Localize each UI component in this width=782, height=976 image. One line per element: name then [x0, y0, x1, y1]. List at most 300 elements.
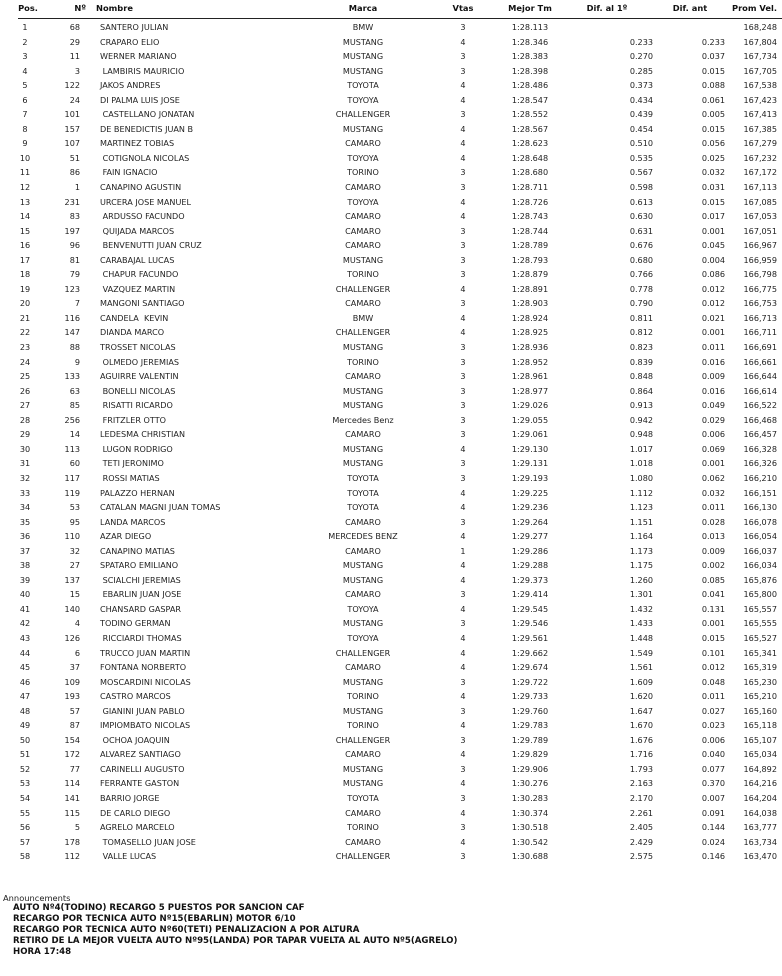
header-avg-speed: Prom Vel. [732, 3, 777, 13]
row-laps: 4 [460, 807, 466, 818]
row-best-time: 1:28.793 [511, 254, 549, 265]
row-brand: BMW [352, 22, 374, 32]
row-number: 122 [64, 80, 80, 91]
row-laps: 3 [460, 109, 466, 120]
row-pos: 45 [19, 662, 31, 673]
row-pos: 18 [19, 269, 31, 280]
row-number: 133 [64, 371, 80, 382]
row-gap-to-first: 1.676 [629, 734, 653, 745]
row-avg-speed: 167,538 [743, 80, 777, 91]
row-brand: CAMARO [345, 371, 381, 382]
row-gap-to-previous: 0.233 [701, 36, 725, 47]
announcement-item: RECARGO POR TECNICA AUTO Nº60(TETI) PENALIZACION A POR ALTURA [13, 925, 360, 935]
row-laps: 4 [460, 691, 466, 702]
row-number: 5 [74, 822, 80, 833]
row-avg-speed: 165,341 [743, 647, 777, 658]
row-pos: 7 [22, 109, 28, 120]
row-gap-to-previous: 0.021 [701, 312, 725, 323]
row-driver-name: BARRIO JORGE [100, 792, 160, 803]
table-row [0, 486, 782, 501]
table-row [0, 500, 782, 515]
row-pos: 44 [19, 647, 31, 658]
row-number: 109 [64, 676, 80, 687]
table-row [0, 544, 782, 559]
row-laps: 3 [460, 182, 466, 193]
header-best-time: Mejor Tm [508, 3, 552, 13]
row-gap-to-previous: 0.056 [701, 138, 725, 149]
row-avg-speed: 166,326 [743, 458, 777, 469]
row-gap-to-previous: 0.011 [701, 502, 725, 513]
row-avg-speed: 165,800 [743, 589, 777, 600]
row-best-time: 1:30.283 [511, 792, 549, 803]
row-pos: 12 [19, 182, 31, 193]
row-gap-to-previous: 0.015 [701, 632, 725, 643]
table-row [0, 602, 782, 617]
row-avg-speed: 165,230 [743, 676, 777, 687]
row-brand: CAMARO [345, 225, 381, 236]
table-row [0, 267, 782, 282]
row-pos: 14 [19, 211, 31, 222]
row-brand: TORINO [347, 269, 379, 280]
announcement-item: AUTO Nº4(TODINO) RECARGO 5 PUESTOS POR SANCION CAF [13, 903, 305, 913]
row-pos: 22 [19, 327, 31, 338]
row-pos: 15 [19, 225, 31, 236]
row-gap-to-previous: 0.001 [701, 327, 725, 338]
table-row [0, 631, 782, 646]
row-pos: 54 [19, 792, 31, 803]
row-number: 154 [64, 734, 80, 745]
row-gap-to-previous: 0.007 [701, 792, 725, 803]
row-driver-name: LAMBIRIS MAURICIO [100, 65, 185, 76]
table-row [0, 587, 782, 602]
row-number: 14 [69, 429, 80, 440]
row-laps: 4 [460, 94, 466, 105]
row-gap-to-previous: 0.006 [701, 734, 725, 745]
row-brand: CAMARO [345, 836, 381, 847]
row-laps: 4 [460, 574, 466, 585]
row-laps: 3 [460, 400, 466, 411]
row-driver-name: FRITZLER OTTO [100, 414, 167, 425]
row-avg-speed: 167,413 [743, 109, 777, 120]
row-pos: 55 [19, 807, 31, 818]
row-brand: TOYOYA [347, 196, 379, 207]
row-gap-to-previous: 0.061 [701, 94, 725, 105]
row-best-time: 1:29.662 [511, 647, 549, 658]
table-row [0, 282, 782, 297]
table-row [0, 398, 782, 413]
row-gap-to-first: 0.434 [629, 94, 653, 105]
row-avg-speed: 166,798 [743, 269, 777, 280]
row-best-time: 1:28.552 [511, 109, 549, 120]
row-driver-name: MARTINEZ TOBIAS [100, 138, 175, 149]
table-row [0, 529, 782, 544]
row-number: 126 [64, 632, 80, 643]
row-pos: 37 [19, 545, 31, 556]
row-best-time: 1:29.760 [511, 705, 549, 716]
row-best-time: 1:28.952 [511, 356, 549, 367]
row-number: 85 [69, 400, 80, 411]
row-laps: 3 [460, 385, 466, 396]
row-laps: 3 [460, 792, 466, 803]
row-best-time: 1:30.542 [511, 836, 549, 847]
row-pos: 29 [19, 429, 31, 440]
row-laps: 4 [460, 632, 466, 643]
row-gap-to-previous: 0.024 [701, 836, 725, 847]
row-number: 256 [64, 414, 80, 425]
row-number: 11 [69, 51, 80, 62]
row-driver-name: COTIGNOLA NICOLAS [100, 152, 190, 163]
row-brand: MUSTANG [342, 574, 384, 585]
row-avg-speed: 168,248 [743, 22, 777, 32]
row-gap-to-first: 0.631 [629, 225, 653, 236]
row-pos: 23 [19, 342, 31, 353]
row-pos: 11 [19, 167, 31, 178]
row-best-time: 1:28.346 [511, 36, 549, 47]
row-gap-to-first: 0.510 [629, 138, 653, 149]
row-number: 53 [69, 502, 80, 513]
row-driver-name: LEDESMA CHRISTIAN [100, 429, 186, 440]
row-laps: 4 [460, 123, 466, 134]
row-gap-to-first: 1.123 [629, 502, 653, 513]
row-gap-to-first: 0.233 [629, 36, 653, 47]
row-gap-to-previous: 0.146 [701, 851, 725, 862]
row-number: 63 [69, 385, 80, 396]
row-driver-name: FAIN IGNACIO [100, 167, 158, 178]
row-laps: 4 [460, 720, 466, 731]
row-number: 29 [69, 36, 80, 47]
row-laps: 3 [460, 167, 466, 178]
row-driver-name: VALLE LUCAS [100, 851, 157, 862]
table-row [0, 776, 782, 791]
row-number: 157 [64, 123, 80, 134]
row-gap-to-previous: 0.012 [701, 298, 725, 309]
row-driver-name: JAKOS ANDRES [100, 80, 161, 91]
row-gap-to-previous: 0.031 [701, 182, 725, 193]
table-row [0, 311, 782, 326]
row-gap-to-previous: 0.015 [701, 123, 725, 134]
row-driver-name: SPATARO EMILIANO [100, 560, 179, 571]
row-avg-speed: 166,614 [743, 385, 777, 396]
row-number: 110 [64, 531, 80, 542]
row-gap-to-first: 1.017 [629, 443, 653, 454]
row-best-time: 1:29.131 [511, 458, 549, 469]
row-driver-name: AGUIRRE VALENTIN [100, 371, 179, 382]
row-gap-to-first: 1.175 [629, 560, 653, 571]
row-avg-speed: 167,113 [743, 182, 777, 193]
row-number: 112 [64, 851, 80, 862]
table-row [0, 733, 782, 748]
row-gap-to-previous: 0.077 [701, 763, 725, 774]
row-pos: 19 [19, 283, 31, 294]
row-laps: 3 [460, 676, 466, 687]
row-avg-speed: 163,470 [743, 851, 777, 862]
row-laps: 3 [460, 472, 466, 483]
row-driver-name: URCERA JOSE MANUEL [100, 196, 192, 207]
row-best-time: 1:29.130 [511, 443, 549, 454]
row-driver-name: DIANDA MARCO [100, 327, 165, 338]
row-pos: 48 [19, 705, 31, 716]
table-row [0, 20, 782, 35]
row-laps: 4 [460, 487, 466, 498]
table-row [0, 762, 782, 777]
table-row [0, 165, 782, 180]
row-gap-to-first: 0.285 [629, 65, 653, 76]
announcement-item: RECARGO POR TECNICA AUTO Nº15(EBARLIN) MOTOR 6/10 [13, 914, 296, 924]
row-driver-name: DE BENEDICTIS JUAN B [100, 123, 194, 134]
row-gap-to-first: 0.676 [629, 240, 653, 251]
row-brand: MUSTANG [342, 342, 384, 353]
row-laps: 3 [460, 516, 466, 527]
row-driver-name: DE CARLO DIEGO [100, 807, 171, 818]
row-avg-speed: 166,468 [743, 414, 777, 425]
row-pos: 35 [19, 516, 31, 527]
table-row [0, 340, 782, 355]
row-avg-speed: 165,557 [743, 603, 777, 614]
row-gap-to-previous: 0.001 [701, 618, 725, 629]
row-pos: 13 [19, 196, 31, 207]
row-pos: 49 [19, 720, 31, 731]
row-brand: CAMARO [345, 429, 381, 440]
row-gap-to-first: 0.270 [629, 51, 653, 62]
row-driver-name: CANAPINO MATIAS [100, 545, 175, 556]
table-row [0, 456, 782, 471]
table-row [0, 427, 782, 442]
row-gap-to-previous: 0.016 [701, 356, 725, 367]
row-gap-to-first: 0.567 [629, 167, 653, 178]
row-gap-to-first: 1.716 [629, 749, 653, 760]
row-brand: TOYOYA [347, 152, 379, 163]
header-brand: Marca [348, 3, 378, 13]
row-gap-to-first: 1.173 [629, 545, 653, 556]
row-brand: MUSTANG [342, 443, 384, 454]
table-row [0, 835, 782, 850]
row-brand: MUSTANG [342, 705, 384, 716]
row-brand: MUSTANG [342, 385, 384, 396]
row-number: 24 [69, 94, 80, 105]
row-avg-speed: 167,085 [743, 196, 777, 207]
row-gap-to-first: 0.839 [629, 356, 653, 367]
row-brand: TORINO [347, 691, 379, 702]
row-number: 3 [74, 65, 80, 76]
row-gap-to-previous: 0.011 [701, 691, 725, 702]
table-row [0, 704, 782, 719]
row-driver-name: RICCIARDI THOMAS [100, 632, 182, 643]
row-brand: CAMARO [345, 298, 381, 309]
row-number: 51 [69, 152, 80, 163]
row-gap-to-previous: 0.037 [701, 51, 725, 62]
row-pos: 21 [19, 312, 31, 323]
row-best-time: 1:28.789 [511, 240, 549, 251]
row-avg-speed: 167,804 [743, 36, 777, 47]
row-laps: 4 [460, 196, 466, 207]
row-driver-name: RISATTI RICARDO [100, 400, 173, 411]
row-gap-to-previous: 0.040 [701, 749, 725, 760]
row-driver-name: FONTANA NORBERTO [100, 662, 187, 673]
row-brand: CHALLENGER [335, 851, 391, 862]
row-number: 32 [69, 545, 80, 556]
row-gap-to-previous: 0.029 [701, 414, 725, 425]
row-brand: TOYOTA [347, 487, 379, 498]
row-gap-to-previous: 0.086 [701, 269, 725, 280]
row-pos: 47 [19, 691, 31, 702]
row-gap-to-first: 1.432 [629, 603, 653, 614]
row-gap-to-previous: 0.017 [701, 211, 725, 222]
row-avg-speed: 166,034 [743, 560, 777, 571]
row-gap-to-previous: 0.005 [701, 109, 725, 120]
row-number: 117 [64, 472, 80, 483]
row-best-time: 1:29.264 [511, 516, 549, 527]
row-laps: 4 [460, 778, 466, 789]
row-brand: TOYOYA [347, 632, 379, 643]
table-row [0, 355, 782, 370]
row-brand: Mercedes Benz [332, 414, 394, 425]
row-number: 57 [69, 705, 80, 716]
table-row [0, 747, 782, 762]
row-laps: 3 [460, 371, 466, 382]
row-pos: 39 [19, 574, 31, 585]
row-brand: MUSTANG [342, 36, 384, 47]
table-row [0, 471, 782, 486]
row-laps: 3 [460, 298, 466, 309]
row-driver-name: AGRELO MARCELO [100, 822, 175, 833]
row-number: 96 [69, 240, 80, 251]
row-brand: TOYOTA [347, 80, 379, 91]
row-laps: 3 [460, 225, 466, 236]
row-best-time: 1:28.961 [511, 371, 549, 382]
table-row [0, 806, 782, 821]
row-gap-to-previous: 0.069 [701, 443, 725, 454]
table-row [0, 35, 782, 50]
row-brand: CHALLENGER [335, 283, 391, 294]
row-gap-to-previous: 0.045 [701, 240, 725, 251]
row-gap-to-first: 1.549 [629, 647, 653, 658]
row-avg-speed: 166,054 [743, 531, 777, 542]
row-driver-name: BENVENUTTI JUAN CRUZ [100, 240, 202, 251]
row-best-time: 1:28.648 [511, 152, 549, 163]
table-row [0, 253, 782, 268]
row-gap-to-first: 0.948 [629, 429, 653, 440]
row-driver-name: ARDUSSO FACUNDO [100, 211, 185, 222]
row-avg-speed: 166,711 [743, 327, 777, 338]
row-gap-to-previous: 0.131 [701, 603, 725, 614]
row-gap-to-first: 0.535 [629, 152, 653, 163]
row-pos: 27 [19, 400, 31, 411]
row-number: 9 [74, 356, 80, 367]
row-avg-speed: 166,967 [743, 240, 777, 251]
row-number: 27 [69, 560, 80, 571]
row-best-time: 1:28.879 [511, 269, 549, 280]
row-best-time: 1:28.925 [511, 327, 549, 338]
row-number: 6 [74, 647, 80, 658]
row-avg-speed: 165,118 [743, 720, 777, 731]
row-number: 37 [69, 662, 80, 673]
row-brand: MUSTANG [342, 560, 384, 571]
row-best-time: 1:28.743 [511, 211, 549, 222]
row-number: 7 [74, 298, 80, 309]
row-laps: 3 [460, 589, 466, 600]
header-gap-to-first: Dif. al 1º [586, 3, 628, 13]
header-divider [18, 18, 782, 19]
row-pos: 38 [19, 560, 31, 571]
row-driver-name: CANDELA KEVIN [100, 312, 169, 323]
row-pos: 16 [19, 240, 31, 251]
row-gap-to-first: 1.112 [629, 487, 653, 498]
row-laps: 3 [460, 618, 466, 629]
row-best-time: 1:29.906 [511, 763, 549, 774]
table-row [0, 820, 782, 835]
row-best-time: 1:28.486 [511, 80, 549, 91]
table-row [0, 49, 782, 64]
row-driver-name: MANGONI SANTIAGO [100, 298, 185, 309]
row-gap-to-first: 0.680 [629, 254, 653, 265]
row-avg-speed: 165,319 [743, 662, 777, 673]
row-gap-to-previous: 0.012 [701, 283, 725, 294]
row-gap-to-first: 0.913 [629, 400, 653, 411]
row-gap-to-first: 0.864 [629, 385, 653, 396]
header-pos: Pos. [18, 3, 38, 13]
row-brand: TOYOTA [347, 502, 379, 513]
row-pos: 36 [19, 531, 31, 542]
table-row [0, 238, 782, 253]
row-gap-to-previous: 0.006 [701, 429, 725, 440]
row-gap-to-previous: 0.028 [701, 516, 725, 527]
row-best-time: 1:29.733 [511, 691, 549, 702]
table-row [0, 558, 782, 573]
row-best-time: 1:28.936 [511, 342, 549, 353]
row-gap-to-first: 1.647 [629, 705, 653, 716]
table-row [0, 849, 782, 864]
row-laps: 4 [460, 152, 466, 163]
row-gap-to-previous: 0.101 [701, 647, 725, 658]
row-driver-name: CHAPUR FACUNDO [100, 269, 179, 280]
row-gap-to-first: 0.613 [629, 196, 653, 207]
table-row [0, 616, 782, 631]
row-best-time: 1:29.546 [511, 618, 549, 629]
row-best-time: 1:29.193 [511, 472, 549, 483]
row-best-time: 1:29.789 [511, 734, 549, 745]
row-avg-speed: 166,775 [743, 283, 777, 294]
table-row [0, 122, 782, 137]
announcement-item: RETIRO DE LA MEJOR VUELTA AUTO Nº95(LANDA) POR TAPAR VUELTA AL AUTO Nº5(AGRELO) [13, 936, 458, 946]
row-avg-speed: 165,555 [743, 618, 777, 629]
row-number: 81 [69, 254, 80, 265]
row-gap-to-previous: 0.009 [701, 371, 725, 382]
table-row [0, 675, 782, 690]
row-avg-speed: 166,151 [743, 487, 777, 498]
row-number: 141 [64, 792, 80, 803]
row-driver-name: PALAZZO HERNAN [100, 487, 175, 498]
row-laps: 4 [460, 531, 466, 542]
row-driver-name: BONELLI NICOLAS [100, 385, 176, 396]
row-pos: 4 [22, 65, 28, 76]
row-brand: CAMARO [345, 138, 381, 149]
row-driver-name: LANDA MARCOS [100, 516, 166, 527]
row-brand: MUSTANG [342, 400, 384, 411]
row-laps: 3 [460, 342, 466, 353]
row-pos: 2 [22, 36, 28, 47]
row-best-time: 1:28.398 [511, 65, 549, 76]
row-avg-speed: 167,172 [743, 167, 777, 178]
row-best-time: 1:29.288 [511, 560, 549, 571]
row-number: 87 [69, 720, 80, 731]
row-gap-to-previous: 0.370 [701, 778, 725, 789]
row-pos: 42 [19, 618, 31, 629]
row-best-time: 1:28.924 [511, 312, 549, 323]
table-row [0, 442, 782, 457]
row-gap-to-first: 2.575 [629, 851, 653, 862]
row-best-time: 1:28.744 [511, 225, 549, 236]
row-gap-to-first: 1.164 [629, 531, 653, 542]
